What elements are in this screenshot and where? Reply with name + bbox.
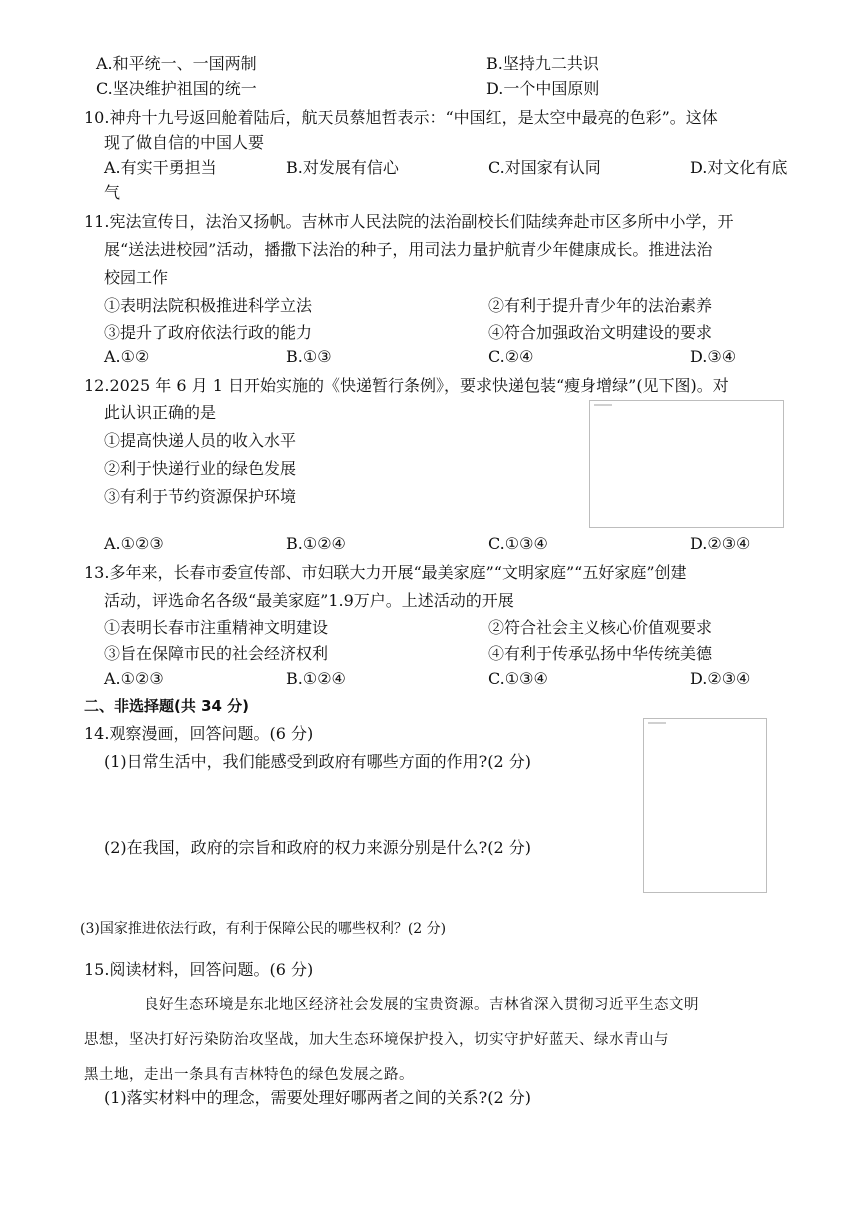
q9-option-d: D.一个中国原则: [486, 79, 600, 98]
q15-material-line2: 思想，坚决打好污染防治攻坚战，加大生态环境保护投入，切实守护好蓝天、绿水青山与: [84, 1032, 669, 1048]
q14-cartoon-image-placeholder: [643, 718, 767, 893]
q15-material-line1: 良好生态环境是东北地区经济社会发展的宝贵资源。吉林省深入贯彻习近平生态文明: [144, 997, 699, 1013]
q11-statement-3: ③提升了政府依法行政的能力: [104, 323, 313, 342]
q13-statement-3: ③旨在保障市民的社会经济权利: [104, 644, 329, 663]
q11-option-d: D.③④: [690, 347, 737, 366]
q11-statement-1: ①表明法院积极推进科学立法: [104, 296, 313, 315]
q11-stem-line1: 11.宪法宣传日，法治又扬帆。吉林市人民法院的法治副校长们陆续奔赴市区多所中小学，开: [84, 212, 734, 231]
q11-statement-2: ②有利于提升青少年的法治素养: [488, 296, 713, 315]
q9-option-c: C.坚决维护祖国的统一: [96, 79, 257, 98]
q14-subquestion-1: (1)日常生活中，我们能感受到政府有哪些方面的作用?(2 分): [104, 752, 531, 771]
q10-stem-line2: 现了做自信的中国人要: [104, 133, 265, 152]
q14-subquestion-2: (2)在我国，政府的宗旨和政府的权力来源分别是什么?(2 分): [104, 838, 531, 857]
q12-option-a: A.①②③: [104, 534, 164, 553]
q13-stem-line2: 活动，评选命名各级“最美家庭”1.9万户。上述活动的开展: [104, 591, 514, 610]
q13-stem-line1: 13.多年来，长春市委宣传部、市妇联大力开展“最美家庭”“文明家庭”“五好家庭”创建: [84, 563, 687, 582]
q12-stem-line2: 此认识正确的是: [104, 403, 217, 422]
q11-option-c: C.②④: [488, 347, 534, 366]
q12-option-b: B.①②④: [286, 534, 346, 553]
q12-statement-2: ②利于快递行业的绿色发展: [104, 459, 297, 478]
q12-stem-line1: 12.2025 年 6 月 1 日开始实施的《快递暂行条例》，要求快递包装“瘦身增绿”(见下图)。对: [84, 376, 729, 395]
q10-stem-line1: 10.神舟十九号返回舱着陆后，航天员蔡旭哲表示：“中国红，是太空中最亮的色彩”。这体: [84, 108, 718, 127]
q12-option-d: D.②③④: [690, 534, 751, 553]
q11-stem-line3: 校园工作: [104, 268, 169, 287]
q10-option-c: C.对国家有认同: [488, 158, 601, 177]
q10-option-b: B.对发展有信心: [286, 158, 399, 177]
q15-subquestion-1: (1)落实材料中的理念，需要处理好哪两者之间的关系?(2 分): [104, 1088, 531, 1107]
q13-statement-4: ④有利于传承弘扬中华传统美德: [488, 644, 713, 663]
q10-option-d-wrap: 气: [104, 183, 121, 202]
q9-option-b: B.坚持九二共识: [486, 54, 599, 73]
q11-stem-line2: 展“送法进校园”活动，播撒下法治的种子，用司法力量护航青少年健康成长。推进法治: [104, 240, 713, 259]
q13-statement-1: ①表明长春市注重精神文明建设: [104, 618, 329, 637]
q10-option-a: A.有实干勇担当: [104, 158, 217, 177]
q12-option-c: C.①③④: [488, 534, 548, 553]
section-title-non-choice: 二、非选择题(共 34 分): [84, 697, 250, 715]
q12-statement-3: ③有利于节约资源保护环境: [104, 487, 297, 506]
q13-option-c: C.①③④: [488, 669, 548, 688]
q15-stem: 15.阅读材料，回答问题。(6 分): [84, 960, 314, 979]
q12-packaging-image-placeholder: [589, 400, 784, 528]
q11-option-b: B.①③: [286, 347, 332, 366]
q15-material-line3: 黑土地，走出一条具有吉林特色的绿色发展之路。: [84, 1067, 414, 1083]
q11-option-a: A.①②: [104, 347, 150, 366]
q10-option-d: D.对文化有底: [690, 158, 788, 177]
q13-option-b: B.①②④: [286, 669, 346, 688]
q9-option-a: A.和平统一、一国两制: [96, 54, 257, 73]
q13-option-d: D.②③④: [690, 669, 751, 688]
q13-option-a: A.①②③: [104, 669, 164, 688]
q13-statement-2: ②符合社会主义核心价值观要求: [488, 618, 713, 637]
q14-subquestion-3: (3)国家推进依法行政，有利于保障公民的哪些权利？(2 分): [80, 921, 447, 937]
q11-statement-4: ④符合加强政治文明建设的要求: [488, 323, 713, 342]
q14-stem: 14.观察漫画，回答问题。(6 分): [84, 724, 314, 743]
q12-statement-1: ①提高快递人员的收入水平: [104, 431, 297, 450]
